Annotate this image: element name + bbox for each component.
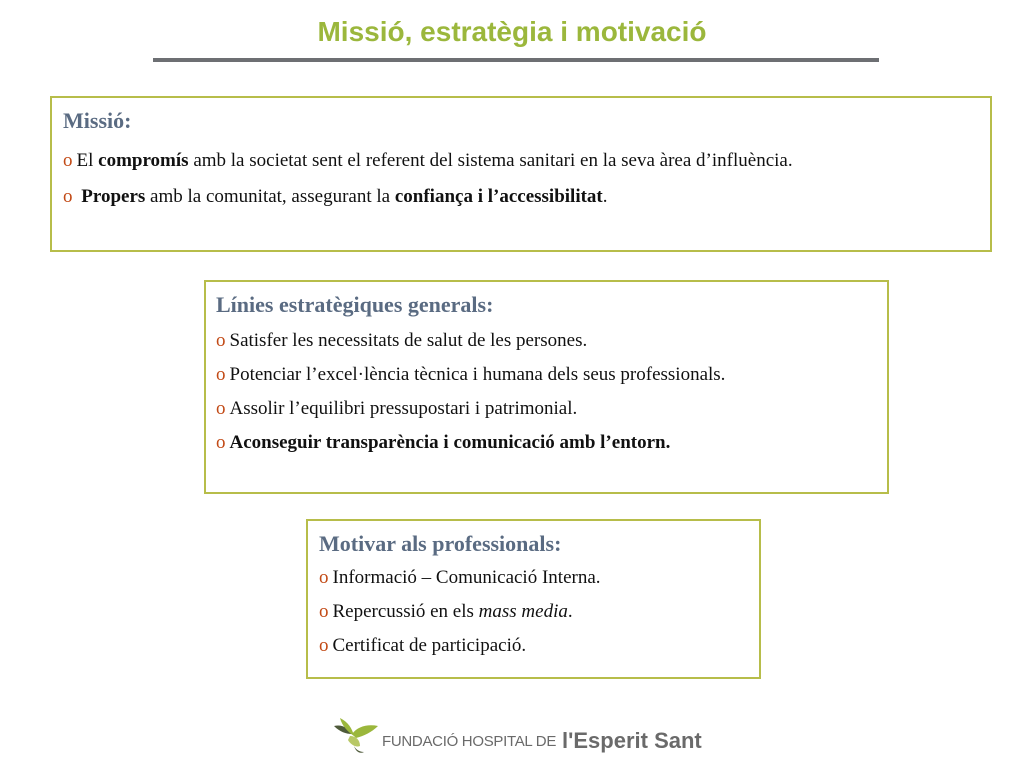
footer-logo (330, 712, 730, 756)
strategic-lines-heading: Línies estratègiques generals: (216, 292, 494, 317)
mission-item-text: . (602, 186, 608, 207)
list-item (216, 432, 877, 454)
motivate-box (306, 519, 761, 679)
title-divider (153, 58, 879, 62)
bullet-icon: o (216, 330, 226, 351)
footer-org-prefix: FUNDACIÓ HOSPITAL DE (382, 733, 557, 750)
list-item-text: Aconseguir transparència i comunicació amb l’entorn. (229, 432, 671, 453)
list-item (319, 567, 748, 589)
list-item-italic: mass media (478, 601, 568, 622)
mission-heading: Missió: (63, 108, 132, 133)
mission-item-text: El (76, 150, 99, 171)
mission-item (63, 150, 979, 172)
mission-item-bold: confiança i l’accessibilitat (394, 186, 603, 207)
footer-org-name: l'Esperit Sant (562, 728, 702, 753)
list-item-text: Certificat de participació. (332, 635, 527, 656)
bullet-icon: o (319, 567, 329, 588)
bullet-icon: o (216, 364, 226, 385)
bullet-icon: o (63, 150, 73, 171)
dove-logo-icon (330, 712, 382, 756)
list-item-text: Satisfer les necessitats de salut de les persones. (229, 330, 588, 351)
mission-item-bold: Propers (81, 186, 146, 207)
list-item (216, 330, 877, 352)
bullet-icon: o (319, 635, 329, 656)
mission-item-text: amb la societat sent el referent del sistema sanitari en la seva àrea d’influència. (188, 150, 793, 171)
mission-item-bold: compromís (98, 150, 189, 171)
strategic-lines-box (204, 280, 889, 494)
list-item-text: Assolir l’equilibri pressupostari i patrimonial. (229, 398, 578, 419)
list-item-text: Potenciar l’excel·lència tècnica i humana dels seus professionals. (229, 364, 726, 385)
list-item-text: . (567, 601, 573, 622)
bullet-icon: o (216, 398, 226, 419)
bullet-icon: o (319, 601, 329, 622)
list-item (319, 635, 748, 657)
list-item (216, 398, 877, 420)
mission-box (50, 96, 992, 252)
bullet-icon: o (216, 432, 226, 453)
page-title: Missió, estratègia i motivació (317, 16, 707, 47)
list-item-text: Repercussió en els (332, 601, 479, 622)
mission-item-text: amb la comunitat, assegurant la (145, 186, 395, 207)
list-item (319, 601, 748, 623)
list-item-text: Informació – Comunicació Interna. (332, 567, 601, 588)
motivate-heading: Motivar als professionals: (319, 531, 562, 556)
mission-item (63, 186, 979, 208)
bullet-icon: o (63, 186, 73, 207)
footer-text (382, 726, 702, 752)
list-item (216, 364, 877, 386)
